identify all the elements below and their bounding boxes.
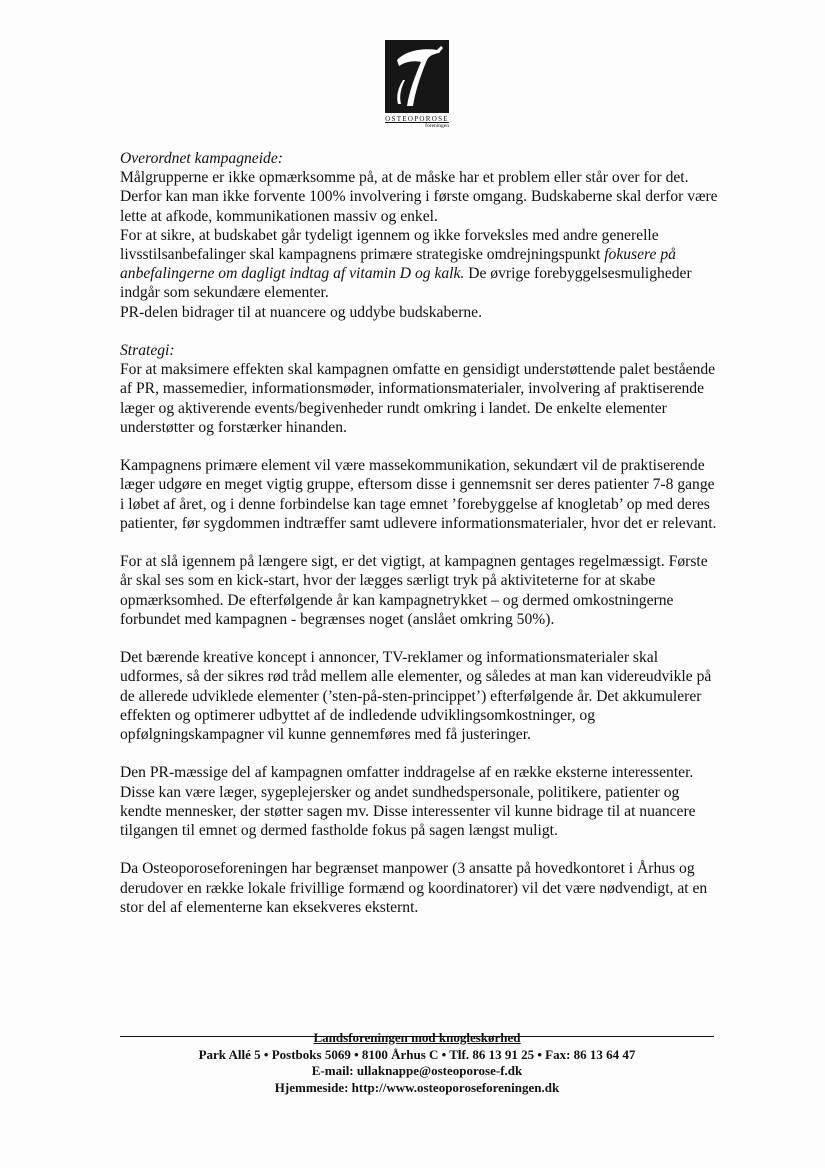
footer-website: Hjemmeside: http://www.osteoporoseforeningen.dk — [274, 1079, 560, 1095]
logo-name: OSTEOPOROSE — [385, 115, 449, 123]
logo-subtitle: foreningen — [425, 123, 449, 129]
paragraph-text: For at sikre, at budskabet går tydeligt igennem og ikke forveksles med andre generelle livsstilsanbefalinger skal kampagnens primære strategiske omdrejningspunkt — [120, 226, 659, 264]
paragraph: For at slå igennem på længere sigt, er det vigtigt, at kampagnen gentages regelmæssigt. Første år skal ses som en kick-start, hvor der lægges særligt tryk på aktiviteterne for at skabe opmærksomhed. De efterfølgende år kan kampagnetrykket – og dermed omkostningerne forbundet med kampagnen - begrænses noget (anslået omkring 50%). — [120, 553, 708, 628]
paragraph: Da Osteoporoseforeningen har begrænset manpower (3 ansatte på hovedkontoret i Århus og derudover en række lokale frivillige formænd og koordinatorer) vil det være nødvendigt, at en stor del af elementerne kan eksekveres eksternt. — [120, 860, 708, 916]
footer-email: E-mail: ullaknappe@osteoporose-f.dk — [311, 1063, 523, 1078]
footer-organization: Landsforeningen mod knogleskørhed — [313, 1030, 521, 1045]
document-body — [120, 149, 720, 936]
paragraph-text: Målgrupperne er ikke opmærksomme på, at de måske har et problem eller står over for det. Derfor kan man ikke forvente 100% involvering i første omgang. Budskaberne skal derfor være lette at afkode, kommunikationen massiv og enkel. — [120, 169, 718, 225]
emphasis-text: fokusere på anbefalingerne om dagligt indtag af vitamin D og kalk. — [120, 246, 676, 283]
footer-address: Park Allé 5 • Postboks 5069 • 8100 Århus C • Tlf. 86 13 91 25 • Fax: 86 13 64 47 — [198, 1046, 636, 1062]
paragraph: Det bærende kreative koncept i annoncer, TV-reklamer og informationsmaterialer skal udformes, så der sikres rød tråd mellem alle elementer, og således at man kan videreudvikle på de allerede udviklede elementer (’sten-på-sten-princippet’) efterfølgende år. Det akkumulerer effekten og optimerer udbyttet af de indledende udviklingsomkostninger, og opfølgningskampagner vil kunne gennemføres med få justeringer. — [120, 649, 712, 744]
paragraph: Kampagnens primære element vil være massekommunikation, sekundært vil de praktiserende læger udgøre en meget vigtig gruppe, eftersom disse i gennemsnit ser deres patienter 7-8 gange i løbet af året, og i denne forbindelse kan tage emnet ’forebyggelse af knogletab’ op med deres patienter, før sygdommen indtræffer samt udlevere informationsmaterialer, hvor det er relevant. — [120, 457, 717, 532]
paragraph-text: For at maksimere effekten skal kampagnen omfatte en gensidigt understøttende palet bestående af PR, massemedier, informationsmøder, informationsmaterialer, involvering af praktiserende læger og aktiverende events/begivenheder rundt omkring i landet. De enkelte elementer understøtter og forstærker hinanden. — [120, 361, 716, 436]
paragraph-text: PR-delen bidrager til at nuancere og uddybe budskaberne. — [120, 303, 482, 321]
paragraph-text: De øvrige forebyggelsesmuligheder indgår som sekundære elementer. — [120, 265, 692, 302]
logo — [383, 40, 451, 130]
section-strategi — [120, 341, 720, 437]
section-overordnet — [120, 149, 720, 322]
footer — [120, 1030, 714, 1096]
osteoporose-logo-icon — [385, 40, 449, 113]
section-heading: Overordnet kampagneide: — [120, 150, 283, 167]
section-heading: Strategi: — [120, 342, 175, 360]
paragraph: Den PR-mæssige del af kampagnen omfatter inddragelse af en række eksterne interessenter. Disse kan være læger, sygeplejersker og andet sundhedspersonale, politikere, patienter og kendte mennesker, der støtter sagen mv. Disse interessenter vil kunne bidrage til at nuancere tilgangen til emnet og dermed fastholde fokus på sagen længst muligt. — [120, 764, 696, 840]
